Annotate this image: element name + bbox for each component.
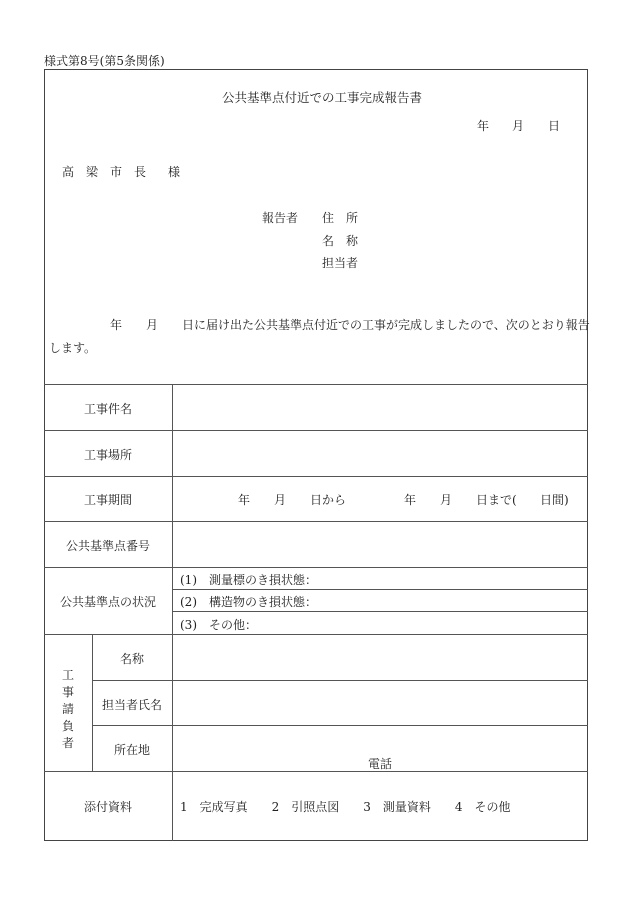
label-construction-place: 工事場所	[83, 448, 132, 462]
contractor-char-2: 事	[61, 685, 74, 699]
period-from-month: 月	[274, 493, 287, 507]
reporter-address-label: 住 所	[322, 211, 359, 225]
addressee-c1: 高	[62, 165, 75, 179]
form-code: 様式第8号(第5条関係)	[44, 54, 165, 68]
label-contractor-person: 担当者氏名	[101, 698, 162, 712]
contractor-char-5: 者	[61, 736, 74, 750]
body-year: 年	[110, 318, 123, 332]
date-day: 日	[548, 119, 561, 133]
reporter-label: 報告者	[262, 211, 299, 225]
period-to-month: 月	[440, 493, 453, 507]
label-phone: 電話	[368, 757, 393, 771]
date-year: 年	[477, 119, 490, 133]
table-rule	[92, 680, 588, 681]
reporter-person-label: 担当者	[322, 256, 359, 270]
attachments-list: 1 完成写真 2 引照点図 3 測量資料 4 その他	[180, 800, 511, 814]
addressee-c4: 長	[134, 165, 147, 179]
table-rule	[44, 430, 588, 431]
contractor-char-1: 工	[61, 668, 74, 682]
addressee-c5: 様	[168, 165, 181, 179]
table-rule	[92, 725, 588, 726]
status-item-3: (3) その他：	[180, 618, 257, 632]
period-to-day: 日まで(	[476, 493, 517, 507]
period-to-year: 年	[404, 493, 417, 507]
contractor-char-4: 負	[61, 719, 74, 733]
body-text-line2: します。	[49, 341, 97, 355]
status-item-1: (1) 測量標のき損状態：	[180, 573, 317, 587]
label-construction-name: 工事件名	[83, 402, 132, 416]
table-rule	[44, 476, 588, 477]
label-contractor-address: 所在地	[113, 743, 150, 757]
table-rule	[172, 611, 588, 612]
body-text-line1: 日に届け出た公共基準点付近での工事が完成しましたので、次のとおり報告	[182, 318, 590, 332]
label-benchmark-status: 公共基準点の状況	[59, 595, 156, 609]
table-rule	[44, 634, 588, 635]
label-construction-period: 工事期間	[83, 493, 132, 507]
reporter-name-label: 名 称	[322, 234, 359, 248]
table-rule	[44, 521, 588, 522]
status-item-2: (2) 構造物のき損状態：	[180, 595, 317, 609]
table-top-rule	[44, 384, 588, 385]
addressee-c3: 市	[110, 165, 123, 179]
date-month: 月	[512, 119, 525, 133]
contractor-char-3: 請	[61, 702, 74, 716]
addressee-c2: 梁	[86, 165, 99, 179]
period-days: 日間)	[540, 493, 569, 507]
table-rule	[44, 567, 588, 568]
label-contractor-name: 名称	[119, 652, 144, 666]
period-from-year: 年	[238, 493, 251, 507]
form-title: 公共基準点付近での工事完成報告書	[222, 90, 423, 105]
table-rule	[172, 589, 588, 590]
label-attachments: 添付資料	[83, 800, 132, 814]
body-month: 月	[146, 318, 159, 332]
label-benchmark-number: 公共基準点番号	[65, 539, 150, 553]
period-from-day: 日から	[310, 493, 347, 507]
table-column-divider	[172, 384, 173, 841]
table-rule	[44, 771, 588, 772]
